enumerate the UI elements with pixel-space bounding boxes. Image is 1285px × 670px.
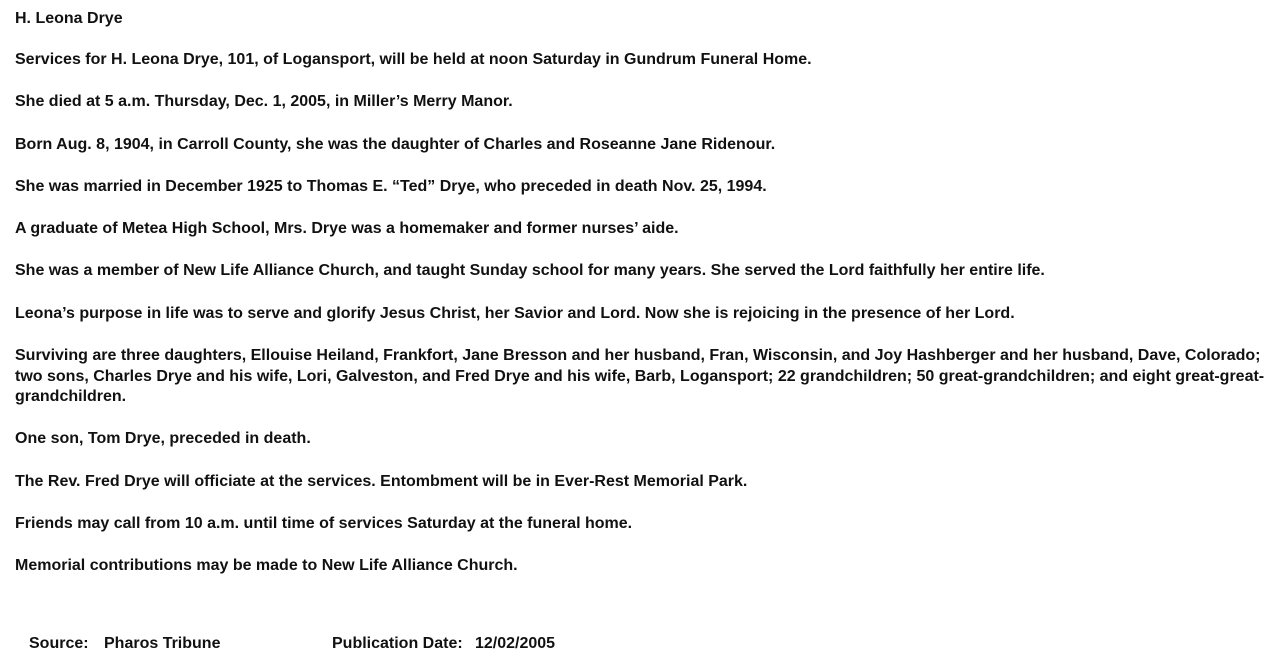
publication-date-label: Publication Date:	[332, 635, 463, 652]
obituary-document	[15, 9, 1273, 599]
obituary-title: H. Leona Drye	[15, 10, 123, 27]
paragraph-memorials: Memorial contributions may be made to New Life Alliance Church.	[15, 557, 518, 575]
source-footer	[29, 634, 729, 654]
paragraph-officiant: The Rev. Fred Drye will officiate at the services. Entombment will be in Ever-Rest Memorial Park.	[15, 472, 748, 490]
paragraph-purpose: Leona’s purpose in life was to serve and glorify Jesus Christ, her Savior and Lord. Now she is rejoicing in the presence of her Lord.	[15, 304, 1015, 322]
paragraph-birth: Born Aug. 8, 1904, in Carroll County, she was the daughter of Charles and Roseanne Jane Ridenour.	[15, 135, 776, 153]
paragraph-education: A graduate of Metea High School, Mrs. Drye was a homemaker and former nurses’ aide.	[15, 220, 679, 238]
source-value: Pharos Tribune	[104, 635, 221, 652]
paragraph-survivors: Surviving are three daughters, Ellouise Heiland, Frankfort, Jane Bresson and her husband, Fran, Wisconsin, and Joy Hashberger and her husband, Dave, Colorado; two sons, Charles Drye and his wife, Lori, Galveston, and Fred Drye and his wife, Barb, Logansport; 22 grandchildren; 50 great-grandchildren; and eight great-great-grandchildren.	[15, 347, 1265, 406]
paragraph-services: Services for H. Leona Drye, 101, of Logansport, will be held at noon Saturday in Gundrum Funeral Home.	[15, 51, 812, 68]
paragraph-preceded: One son, Tom Drye, preceded in death.	[15, 430, 311, 448]
source-label: Source:	[29, 635, 89, 652]
publication-date-value: 12/02/2005	[475, 635, 556, 652]
paragraph-visitation: Friends may call from 10 a.m. until time of services Saturday at the funeral home.	[15, 514, 633, 532]
paragraph-marriage: She was married in December 1925 to Thomas E. “Ted” Drye, who preceded in death Nov. 25, 1994.	[15, 177, 767, 195]
paragraph-death: She died at 5 a.m. Thursday, Dec. 1, 2005, in Miller’s Merry Manor.	[15, 93, 513, 111]
paragraph-church: She was a member of New Life Alliance Church, and taught Sunday school for many years. She served the Lord faithfully her entire life.	[15, 262, 1045, 280]
